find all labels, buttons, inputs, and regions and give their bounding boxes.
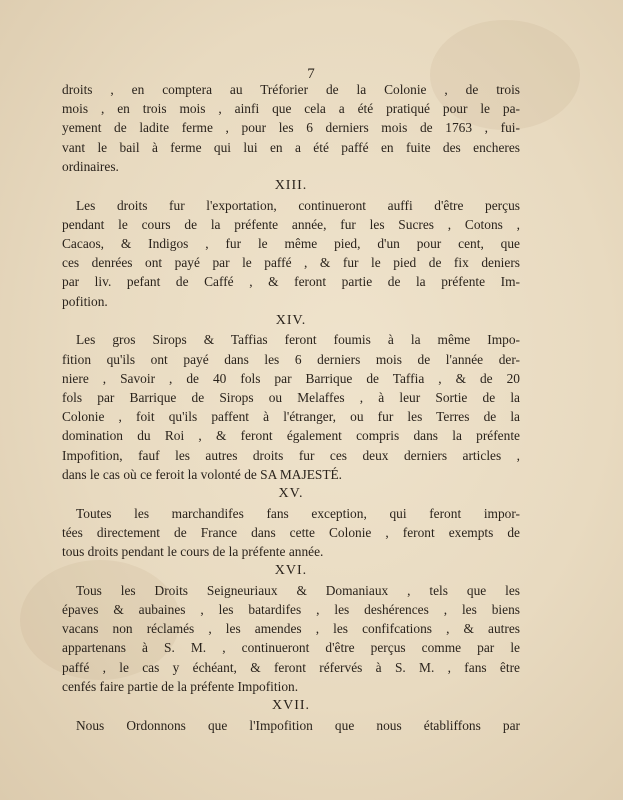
text-line: ordinaires. (62, 158, 119, 174)
text-line: cenfés faire partie de la préfente Impofition. (62, 678, 299, 694)
text-line: tous droits pendant le cours de la préfente année. (62, 544, 324, 560)
text-line: fition qu'ils ont payé dans les 6 derniers mois de l'année der- (62, 351, 520, 367)
text-line: fols par Barrique de Sirops ou Melaffes , à leur Sortie de la (62, 390, 520, 406)
text-line: Les gros Sirops & Taffias feront foumis à la même Impo- (76, 332, 520, 348)
text-line: pendant le cours de la préfente année, fur les Sucres , Cotons , (62, 216, 520, 232)
text-line: Tous les Droits Seigneuriaux & Domaniaux , tels que les (76, 582, 520, 598)
text-line: Cacaos, & Indigos , fur le même pied, d'un pour cent, que (62, 236, 520, 252)
text-line: dans le cas où ce feroit la volonté de SA MAJESTÉ. (62, 466, 343, 482)
text-line: niere , Savoir , de 40 fols par Barrique de Taffia , & de 20 (62, 370, 520, 386)
text-line: Colonie , foit qu'ils paffent à l'étranger, ou fur les Terres de la (62, 409, 520, 425)
text-line: paffé , le cas y échéant, & feront réfervés à S. M. , fans être (62, 659, 520, 675)
text-line: Nous Ordonnons que l'Impofition que nous établiffons par (76, 717, 520, 733)
text-line: vacans non réclamés , les amendes , les confifcations , & autres (62, 621, 520, 637)
article-heading: XVI. (274, 563, 308, 579)
article-heading: XV. (278, 486, 304, 502)
article-heading: XIII. (274, 178, 308, 194)
text-line: droits , en comptera au Tréforier de la Colonie , de trois (62, 82, 520, 97)
text-line: mois , en trois mois , ainfi que cela a été pratiqué pour le pa- (62, 101, 520, 117)
text-line: par liv. pefant de Caffé , & feront partie de la préfente Im- (62, 274, 520, 290)
text-line: Impofition, fauf les autres droits fur ces deux derniers articles , (62, 447, 520, 463)
text-line: ces denrées ont payé par le paffé , & fur le pied de fix deniers (62, 255, 520, 271)
text-line: pofition. (62, 293, 108, 309)
text-line: tées directement de France dans cette Colonie , feront exempts de (62, 524, 520, 540)
page-number: 7 (307, 66, 316, 82)
article-text (62, 80, 520, 735)
text-line: épaves & aubaines , les batardifes , les deshérences , les biens (62, 602, 520, 618)
text-line: vant le bail à ferme qui lui en a été paffé en fuite des encheres (62, 139, 520, 155)
text-line: domination du Roi , & feront également compris dans la préfente (62, 428, 520, 444)
article-heading: XVII. (271, 698, 311, 714)
text-line: yement de ladite ferme , pour les 6 derniers mois de 1763 , fui- (62, 120, 520, 136)
text-line: Toutes les marchandifes fans exception, qui feront impor- (76, 505, 520, 521)
text-line: Les droits fur l'exportation, continueront auffi d'être perçus (76, 197, 520, 213)
text-line: appartenans à S. M. , continueront d'être perçus comme par le (62, 640, 520, 656)
article-heading: XIV. (275, 312, 307, 328)
